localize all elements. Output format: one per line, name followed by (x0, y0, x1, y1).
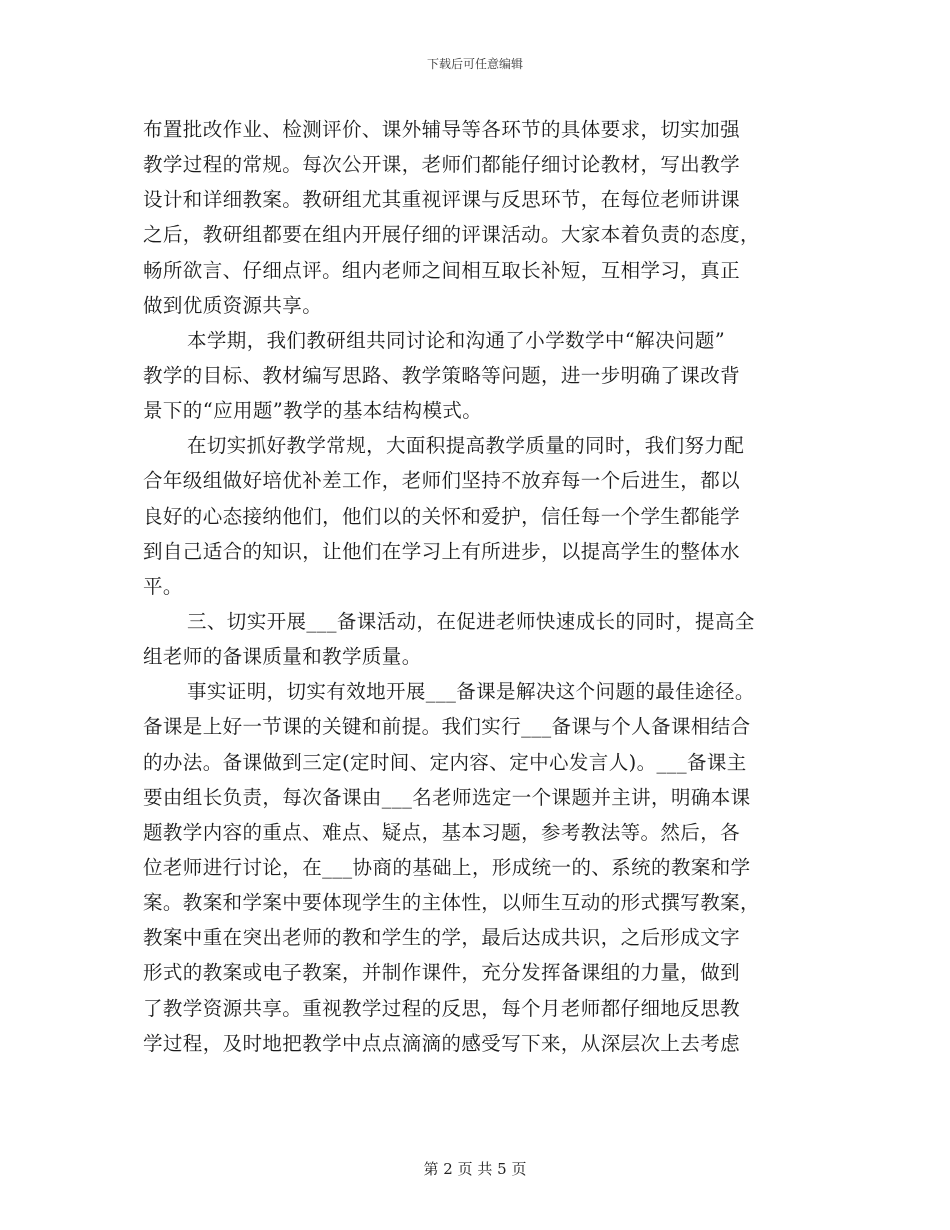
text-line: 题教学内容的重点、难点、疑点，基本习题，参考教法等。然后，各 (143, 820, 741, 844)
text-line: 到自己适合的知识，让他们在学习上有所进步，以提高学生的整体水 (143, 539, 741, 563)
text-line: 教学过程的常规。每次公开课，老师们都能仔细讨论教材，写出教学 (143, 153, 741, 177)
text-line: 畅所欲言、仔细点评。组内老师之间相互取长补短，互相学习，真正 (143, 258, 741, 282)
page-header: 下载后可任意编辑 (426, 57, 523, 71)
text-line: 事实证明，切实有效地开展___备课是解决这个问题的最佳途径。 (187, 680, 755, 704)
text-line: 组老师的备课质量和教学质量。 (143, 645, 422, 669)
text-line: 合年级组做好培优补差工作，老师们坚持不放弃每一个后进生，都以 (143, 469, 741, 493)
text-line: 三、切实开展___备课活动，在促进老师快速成长的同时，提高全 (187, 609, 755, 633)
document-body (143, 112, 811, 1061)
text-line: 要由组长负责，每次备课由___名老师选定一个课题并主讲，明确本课 (143, 785, 751, 809)
page-footer: 第 2 页 共 5 页 (423, 1160, 527, 1178)
text-line: 了教学资源共享。重视教学过程的反思，每个月老师都仔细地反思教 (143, 996, 741, 1020)
text-line: 案。教案和学案中要体现学生的主体性，以师生互动的形式撰写教案， (143, 891, 760, 915)
text-line: 良好的心态接纳他们，他们以的关怀和爱护，信任每一个学生都能学 (143, 504, 741, 528)
text-line: 在切实抓好教学常规，大面积提高教学质量的同时，我们努力配 (187, 434, 745, 458)
text-line: 形式的教案或电子教案，并制作课件，充分发挥备课组的力量，做到 (143, 961, 741, 985)
text-line: 平。 (143, 574, 183, 598)
text-line: 备课是上好一节课的关键和前提。我们实行___备课与个人备课相结合 (143, 715, 751, 739)
text-line: 布置批改作业、检测评价、课外辅导等各环节的具体要求，切实加强 (143, 118, 741, 141)
text-line: 设计和详细教案。教研组尤其重视评课与反思环节，在每位老师讲课 (143, 188, 741, 212)
text-line: 学过程，及时地把教学中点点滴滴的感受写下来，从深层次上去考虑 (143, 1031, 741, 1055)
text-line: 之后，教研组都要在组内开展仔细的评课活动。大家本着负责的态度， (143, 223, 760, 247)
text-line: 教学的目标、教材编写思路、教学策略等问题，进一步明确了课改背 (143, 363, 741, 387)
text-line: 做到优质资源共享。 (143, 293, 323, 317)
text-line: 位老师进行讨论，在___协商的基础上，形成统一的、系统的教案和学 (143, 855, 751, 879)
text-line: 教案中重在突出老师的教和学生的学，最后达成共识，之后形成文字 (143, 926, 741, 950)
text-line: 的办法。备课做到三定(定时间、定内容、定中心发言人)。___备课主 (143, 750, 747, 774)
text-line: 景下的“应用题”教学的基本结构模式。 (143, 399, 483, 423)
text-line: 本学期，我们教研组共同讨论和沟通了小学数学中“解决问题” (187, 328, 726, 352)
